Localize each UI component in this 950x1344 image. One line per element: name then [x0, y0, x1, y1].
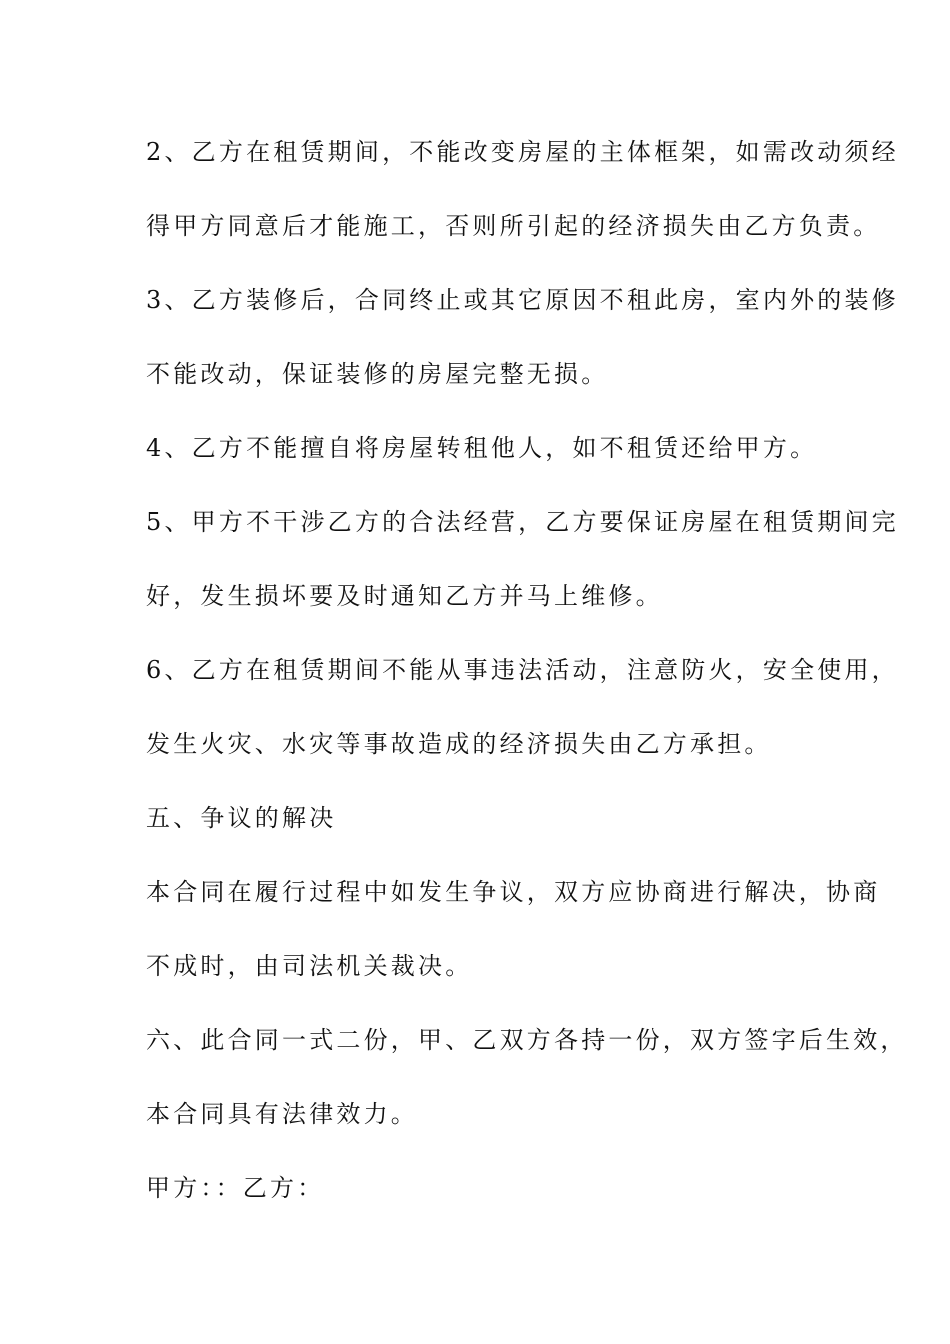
clause-4-5-line-1: 5、甲方不干涉乙方的合法经营，乙方要保证房屋在租赁期间完	[146, 508, 899, 536]
clause-4-2-line-1: 2、乙方在租赁期间，不能改变房屋的主体框架，如需改动须经	[146, 138, 899, 166]
clause-4-3-line-2: 不能改动，保证装修的房屋完整无损。	[146, 360, 609, 388]
clause-4-2-line-2: 得甲方同意后才能施工，否则所引起的经济损失由乙方负责。	[146, 212, 881, 240]
section-6-line-1: 六、此合同一式二份，甲、乙双方各持一份，双方签字后生效，	[146, 1026, 908, 1054]
clause-4-3-line-1: 3、乙方装修后，合同终止或其它原因不租此房，室内外的装修	[146, 286, 899, 314]
signature-line: 甲方：：乙方：	[146, 1174, 325, 1202]
section-6-line-2: 本合同具有法律效力。	[146, 1100, 418, 1128]
section-5-heading: 五、争议的解决	[146, 804, 337, 832]
section-5-line-2: 不成时，由司法机关裁决。	[146, 952, 473, 980]
clause-4-4-line-1: 4、乙方不能擅自将房屋转租他人，如不租赁还给甲方。	[146, 434, 818, 462]
clause-4-6-line-2: 发生火灾、水灾等事故造成的经济损失由乙方承担。	[146, 730, 772, 758]
clause-4-6-line-1: 6、乙方在租赁期间不能从事违法活动，注意防火，安全使用，	[146, 656, 899, 684]
clause-4-5-line-2: 好，发生损坏要及时通知乙方并马上维修。	[146, 582, 663, 610]
section-5-line-1: 本合同在履行过程中如发生争议，双方应协商进行解决，协商	[146, 878, 881, 906]
